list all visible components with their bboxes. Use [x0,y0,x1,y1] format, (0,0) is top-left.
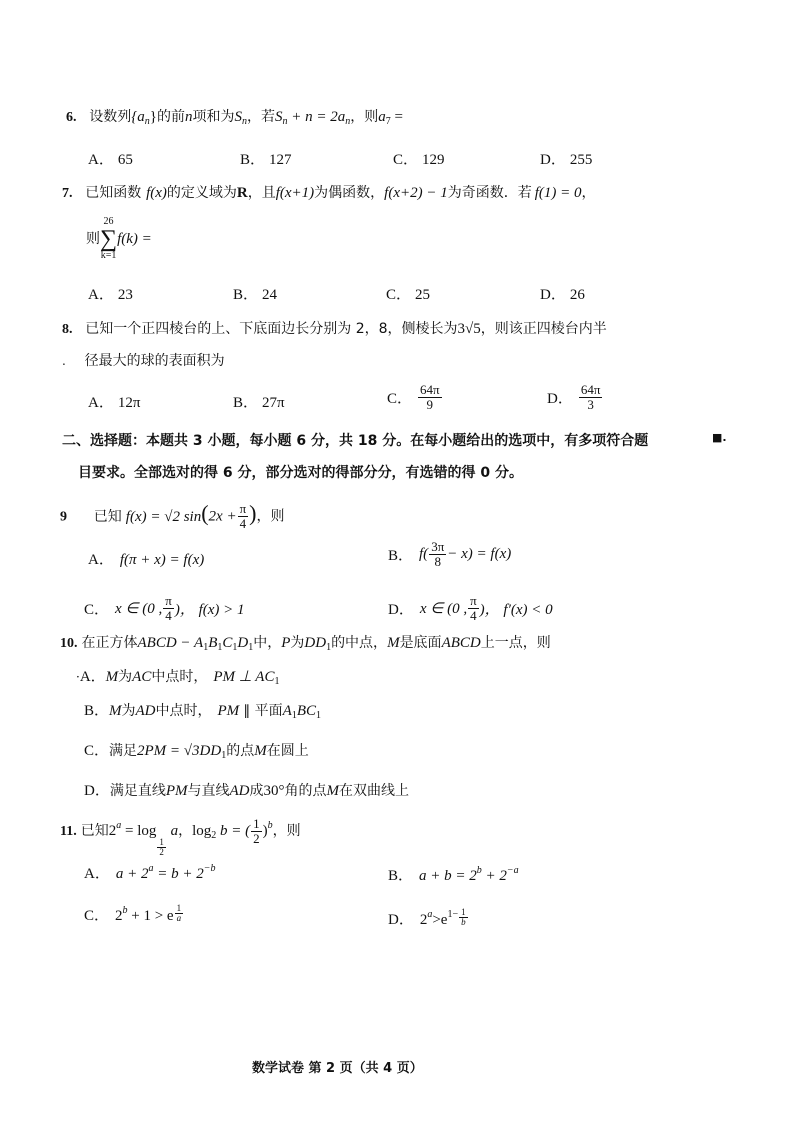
frac-num: 3π [431,539,445,554]
q7-text: 为奇函数．若 [447,185,532,201]
option-value: 127 [269,152,292,168]
option-label: C． [84,602,110,618]
option-value: 65 [117,152,133,168]
q6-eq-rest: + n = 2a [287,109,346,125]
q11-base-fraction [157,838,166,857]
option-value: 25 [415,287,431,303]
q10-ABCD: ABCD [441,635,481,651]
q6-n: n [184,109,193,125]
option-fraction [468,594,479,623]
option-a[interactable] [84,862,215,883]
option-expr: PM [217,703,240,719]
q11-sub: 2 [211,830,217,841]
frac-num: π [470,593,477,608]
option-label: C． [387,391,413,407]
q7-text: ，且 [247,185,276,201]
option-label: D． [540,287,566,303]
option-plane: BC [296,703,316,719]
option-b[interactable] [84,700,321,726]
q9-fraction [238,502,249,531]
option-fraction [418,383,442,412]
option-a[interactable] [88,283,133,304]
q6-text: 的前 [156,109,185,125]
q11-text: ， [178,823,193,839]
option-expr: PM ⊥ AC [213,669,275,685]
option-label: B． [233,287,259,303]
q7-text: 的定义域为 [166,185,237,201]
option-label: A． [88,287,114,303]
option-sup: −b [203,863,216,874]
q9-text: 已知 [93,508,122,525]
q6-text: 项和为 [192,109,235,125]
q10-cube: D [237,635,249,651]
frac-den: 9 [426,397,434,412]
q11-sup: b [267,820,273,831]
option-text: 与直线 [187,783,230,799]
option-expr: 2 [419,912,428,928]
frac-num: π [239,501,247,516]
question-number: 8. [62,322,73,337]
frac-num: 64π [420,382,440,397]
option-AC: AC [132,669,152,685]
option-text: 的点 [226,743,255,759]
option-PM: PM [165,783,188,799]
frac-den: 4 [239,516,247,531]
option-expr: = b + 2 [153,866,204,882]
q10-sub: 1 [217,642,223,653]
option-c[interactable] [387,383,443,412]
q10-cube: ABCD − A [137,635,204,651]
option-label: C． [393,152,419,168]
frac-den: a [176,913,182,923]
q9-expr: f(x) = √2 sin [125,508,202,525]
q6-ask: a [378,109,386,125]
option-sub: 1 [274,676,280,687]
option-text: 中点时， [151,669,208,685]
question-number: 10. [60,636,78,651]
q7-f1: f(x+1) [275,185,315,201]
option-expr: x ∈ (0 , [419,601,468,617]
frac-num: π [165,593,172,608]
frac-den: 2 [253,830,260,846]
q6-eq-sub: n [282,116,288,127]
option-expr: f( [419,546,429,562]
q8-text: 径最大的球的表面积为 [84,353,225,369]
option-label: C． [386,287,412,303]
option-AD: AD [229,783,250,799]
option-value: 12π [117,395,141,411]
frac-num: 1 [176,903,182,913]
q10-text: 为 [290,635,305,651]
option-expr: 2PM = √3DD [137,743,222,759]
option-d[interactable] [388,908,469,929]
question-10 [60,632,551,658]
q7-f3: f(1) = 0 [534,185,582,201]
option-sup: b [476,865,482,876]
q11-expr: 2 [108,823,117,839]
stray-mark: . [62,354,66,368]
q7-f2: f(x+2) − 1 [384,185,448,201]
q10-cube: C [222,635,233,651]
option-text: 角的点 [284,783,327,799]
option-fraction [429,540,446,569]
q7-text: 为偶函数， [314,185,385,201]
q10-text: 上一点，则 [480,635,551,651]
q6-text: 设数列 [89,109,132,125]
frac-num: 1 [159,837,164,847]
question-8-line2 [62,350,225,371]
sum-symbol: ∑ [100,226,118,252]
option-fraction [163,594,174,623]
option-b[interactable] [233,283,277,304]
option-b[interactable] [240,148,292,169]
option-expr: + 2 [481,868,507,884]
q9-paren: ) [249,500,257,526]
frac-num: 1 [461,907,466,917]
q9-expr: 2x + [208,508,237,525]
q6-seq-sub: n [144,116,150,127]
question-6 [66,106,403,132]
question-number: 9 [60,509,67,525]
q11-fraction [251,817,262,846]
option-label: A． [79,669,106,685]
q9-text: ，则 [256,508,285,525]
option-exp-fraction [459,908,468,927]
option-b[interactable] [388,864,519,885]
option-label: B． [84,703,110,719]
q6-text: ，若 [246,109,275,125]
option-label: B． [388,548,414,564]
q10-sub: 1 [326,642,332,653]
frac-den: 3 [587,397,594,412]
option-AD: AD [135,703,156,719]
option-label: A． [88,152,114,168]
option-sup: 1− [447,909,459,920]
question-7 [62,182,596,204]
stray-mark: · [76,670,80,684]
q7-sum-expr: f(k) = [117,231,152,247]
option-plane: A [282,703,292,719]
q6-text: ，则 [350,109,379,125]
q10-M: M [387,635,400,651]
frac-den: b [461,917,466,927]
q6-S-sub: n [241,116,247,127]
question-number: 11. [60,824,77,839]
q10-text: 中， [253,635,282,651]
q10-sub: 1 [203,642,209,653]
frac-num: 1 [253,815,260,831]
option-label: D． [84,783,110,799]
option-sub: 1 [221,750,227,761]
option-sup: −a [506,865,519,876]
option-M: M [105,669,119,685]
option-sup: a [148,863,154,874]
q10-text: 在正方体 [81,635,138,651]
q6-seq: {a [131,109,145,125]
option-label: C． [84,743,110,759]
option-label: D． [388,912,414,928]
q7-text: ， [581,185,596,201]
option-label: C． [84,908,110,924]
option-expr: − x) = f(x) [447,546,512,562]
option-a[interactable] [76,666,279,692]
option-d[interactable] [84,780,409,801]
question-11 [60,816,301,857]
stray-mark: ■. [712,431,727,444]
q7-R: R [236,185,248,201]
question-8 [62,318,607,340]
option-expr: >e [432,912,448,928]
option-expr: x ∈ (0 , [115,601,163,617]
option-text: 在双曲线上 [339,783,410,799]
option-label: D． [388,602,414,618]
question-number: 7. [62,186,73,201]
q10-P: P [281,635,291,651]
frac-den: 2 [159,847,164,857]
q6-ask-eq: = [390,109,403,125]
option-text: 成 [249,783,264,799]
option-c[interactable] [84,904,184,925]
option-expr: )， f(x) > 1 [174,602,245,618]
option-expr: a + b = 2 [419,868,477,884]
question-9 [60,502,284,531]
option-label: B． [240,152,266,168]
q8-text: ，则该正四棱台内半 [480,321,607,337]
q7-then: 则 [86,231,100,247]
option-sub: 1 [315,710,321,721]
option-text: 中点时， [155,703,212,719]
option-a[interactable] [88,391,140,412]
frac-num: 64π [580,382,601,397]
option-text: 为 [121,703,136,719]
q11-text: 已知 [80,823,109,839]
option-b[interactable] [233,391,285,412]
option-expr: )， f′(x) < 0 [479,602,553,618]
option-value: 23 [117,287,133,303]
option-fraction [579,383,603,412]
option-value: 26 [569,287,585,303]
option-sub: 1 [291,710,297,721]
option-exp-fraction [175,904,184,923]
option-c[interactable] [386,283,430,304]
option-label: D． [540,152,566,168]
question-number: 6. [66,110,77,125]
option-label: B． [233,395,259,411]
q11-expr: ) [262,823,268,839]
option-sup: b [122,905,128,916]
q10-text: 的中点， [331,635,388,651]
q11-expr: b = ( [216,823,251,839]
sum-lower: k=1 [100,250,117,261]
option-a[interactable] [88,548,204,569]
option-M: M [254,743,267,759]
option-value: 129 [422,152,445,168]
option-label: A． [88,395,114,411]
q10-sub: 1 [232,642,238,653]
option-b[interactable] [388,540,511,569]
option-d[interactable] [540,148,592,169]
option-c[interactable] [393,148,445,169]
q10-sub: 1 [248,642,254,653]
option-M: M [326,783,340,799]
q6-seq-close: } [149,109,157,125]
q7-fx: f(x) [146,185,167,201]
q10-cube: B [208,635,218,651]
q6-eq-sub2: n [345,116,351,127]
option-label: B． [388,868,414,884]
option-value: 24 [262,287,278,303]
option-value: 255 [569,152,593,168]
option-c[interactable] [84,594,245,623]
q11-expr: log [192,823,212,839]
option-value: 27π [262,395,285,411]
option-deg: 30° [263,783,285,799]
option-sup: a [427,909,433,920]
option-expr: f(π + x) = f(x) [119,552,205,568]
q8-edge: 3√5 [457,321,481,337]
q11-expr: a [166,823,179,839]
q6-ask-sub: 7 [385,116,391,127]
option-text: 满足直线 [109,783,166,799]
frac-den: 4 [470,608,477,623]
option-label: A． [88,552,114,568]
q10-DD: DD [304,635,327,651]
section-2-subtitle: 目要求。全部选对的得 6 分，部分选对的得部分分，有选错的得 0 分。 [78,465,523,481]
sum-upper: 26 [103,216,114,227]
q11-expr: = log [121,823,157,839]
option-expr: a + 2 [115,866,149,882]
option-d[interactable] [547,383,603,412]
option-text: ∥ 平面 [243,703,283,719]
frac-den: 8 [434,554,441,569]
option-d[interactable] [388,594,553,623]
option-M: M [109,703,122,719]
q6-eq: S [274,109,283,125]
option-text: 在圆上 [266,743,309,759]
frac-den: 4 [165,608,172,623]
option-a[interactable] [88,148,133,169]
question-7-sum [86,216,152,262]
page-footer: 数学试卷 第 2 页（共 4 页） [252,1061,423,1076]
option-c[interactable] [84,740,309,766]
q8-text: 已知一个正四棱台的上、下底面边长分别为 2，8，侧棱长为 [85,321,458,337]
q11-text: ，则 [272,823,301,839]
option-label: D． [547,391,573,407]
sigma-icon [100,216,117,262]
q11-sup: a [116,820,122,831]
option-label: A． [84,866,110,882]
option-d[interactable] [540,283,585,304]
q7-text: 已知函数 [85,185,142,201]
option-expr: + 1 > e [127,908,174,924]
option-text: 满足 [109,743,138,759]
option-text: 为 [118,669,133,685]
q9-paren: ( [201,500,209,526]
section-2-title: 二、选择题：本题共 3 小题，每小题 6 分，共 18 分。在每小题给出的选项中，有多项符合题 [62,433,649,449]
q6-S: S [234,109,242,125]
option-expr: 2 [115,908,123,924]
q10-text: 是底面 [399,635,442,651]
